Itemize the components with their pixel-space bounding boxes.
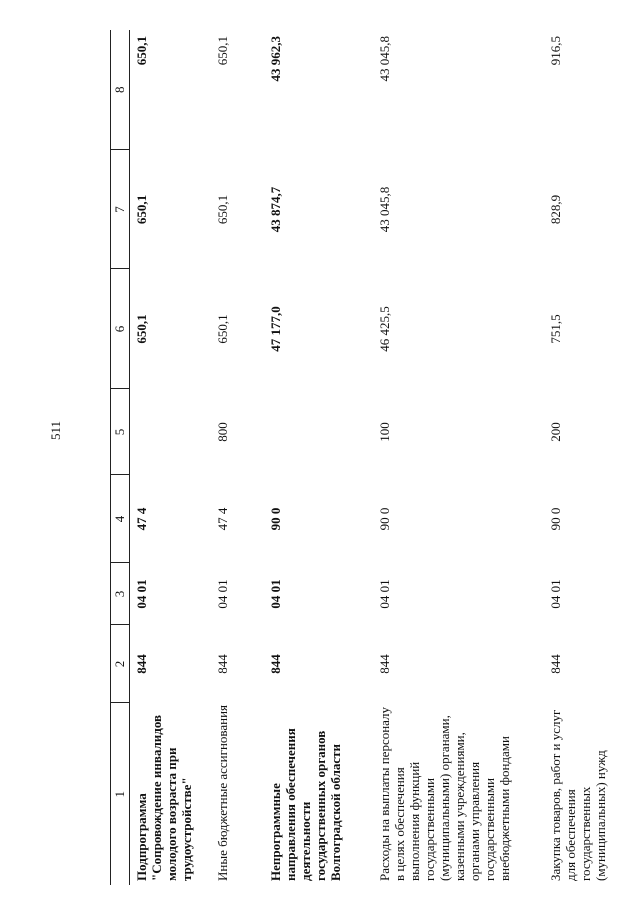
amount-col6: 46 425,5	[377, 306, 392, 352]
amount-col6: 650,1	[134, 314, 149, 344]
amount-col7: 43 045,8	[377, 186, 392, 233]
amount-col7: 650,1	[215, 194, 230, 225]
col-header-1: 1	[111, 703, 130, 885]
amount-col7: 650,1	[134, 194, 149, 225]
row-name: Непрограммные направления обеспечения деятельности государственных органов Волгоградской области	[268, 728, 343, 881]
col-header-3: 3	[111, 563, 130, 625]
table-row	[368, 30, 539, 885]
expense-type-code: 800	[215, 422, 230, 442]
section-code: 04 01	[134, 579, 149, 609]
amount-col8: 43 045,8	[377, 36, 392, 82]
amount-col6: 47 177,0	[268, 306, 283, 352]
expense-type-code	[259, 389, 368, 475]
ved-code: 844	[377, 654, 392, 674]
table-row	[259, 30, 368, 885]
section-code: 04 01	[377, 579, 392, 609]
ved-code: 844	[548, 654, 563, 674]
ved-code: 844	[268, 654, 283, 674]
amount-col8: 650,1	[134, 36, 149, 66]
target-article-code: 47 4	[215, 507, 230, 531]
section-code: 04 01	[215, 579, 230, 609]
row-name: Иные бюджетные ассигнования	[215, 704, 230, 881]
target-article-code: 90 0	[377, 507, 392, 531]
table-row	[539, 30, 608, 885]
amount-col8: 916,5	[548, 36, 563, 66]
col-header-6: 6	[111, 269, 130, 389]
section-code: 04 01	[268, 579, 283, 609]
amount-col6: 751,5	[548, 314, 563, 344]
col-header-8: 8	[111, 30, 130, 150]
section-code: 04 01	[548, 579, 563, 609]
amount-col7: 43 874,7	[268, 186, 283, 233]
row-name: Подпрограмма "Сопровождение инвалидов молодого возраста при трудоустройстве"	[134, 714, 194, 881]
table-row	[206, 30, 259, 885]
target-article-code: 90 0	[268, 507, 283, 531]
row-name: Закупка товаров, работ и услуг для обеспечения государственных (муниципальных) нужд	[548, 709, 608, 881]
amount-col8: 43 962,3	[268, 36, 283, 82]
ved-code: 844	[215, 654, 230, 674]
amount-col7: 828,9	[548, 194, 563, 225]
expense-type-code: 100	[377, 422, 392, 442]
budget-table	[110, 30, 608, 885]
amount-col8: 650,1	[215, 36, 230, 66]
rotated-page-content	[110, 30, 615, 885]
amount-col6: 650,1	[215, 314, 230, 344]
table-row	[130, 30, 207, 885]
target-article-code: 47 4	[134, 507, 149, 531]
ved-code: 844	[134, 654, 149, 674]
col-header-4: 4	[111, 475, 130, 563]
expense-type-code	[130, 389, 207, 475]
expense-type-code: 200	[548, 422, 563, 442]
target-article-code: 90 0	[548, 507, 563, 531]
header-row	[111, 30, 130, 885]
col-header-7: 7	[111, 150, 130, 269]
page-number: 511	[48, 420, 63, 440]
col-header-5: 5	[111, 389, 130, 475]
col-header-2: 2	[111, 625, 130, 703]
row-name: Расходы на выплаты персоналу в целях обеспечения выполнения функций государственными (муниципальными) органами, казенными учреждениями, органами управления государственными внебюджетными фондами	[377, 706, 512, 881]
